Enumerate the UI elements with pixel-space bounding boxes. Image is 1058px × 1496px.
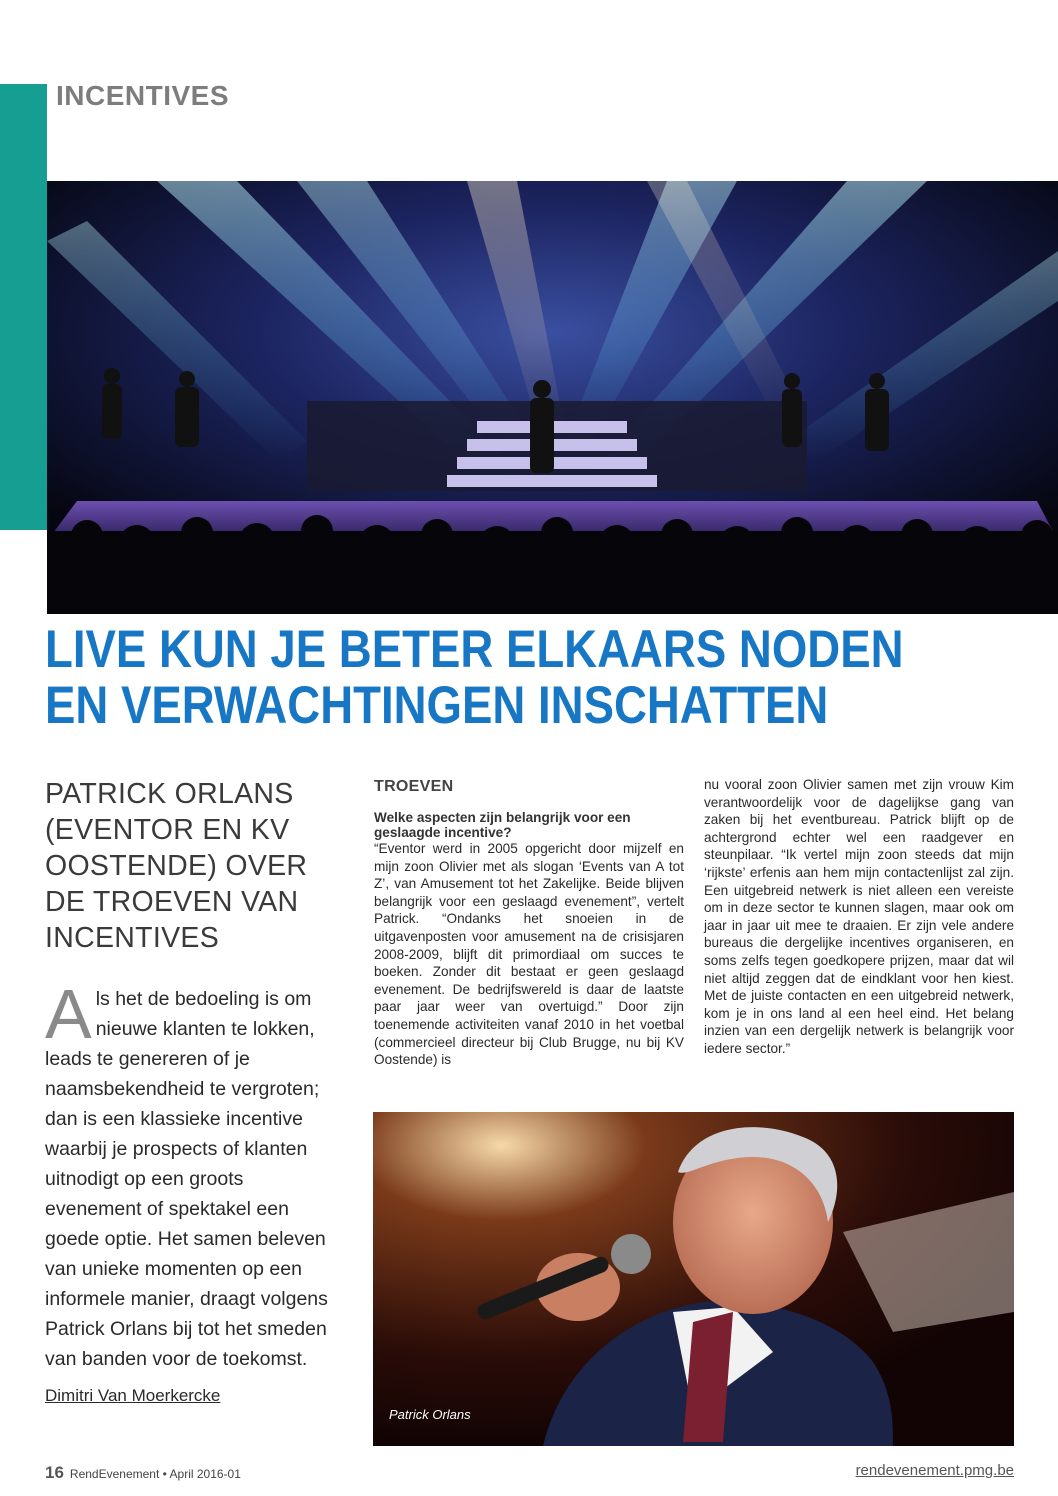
portrait-photo	[373, 1112, 1014, 1446]
section-label: INCENTIVES	[56, 80, 230, 111]
page-number: 16	[45, 1463, 64, 1482]
concert-stage-photo	[47, 181, 1058, 614]
body-column-2	[374, 778, 684, 1069]
body-column-3	[704, 776, 1014, 1058]
publication-info: RendEvenement • April 2016-01	[69, 1467, 241, 1481]
article-headline	[45, 622, 905, 734]
section-accent-bar	[0, 84, 47, 530]
headline-line-2: EN VERWACHTINGEN INSCHATTEN	[45, 676, 829, 735]
headline-line-1: LIVE KUN JE BETER ELKAARS NODEN	[45, 620, 904, 679]
lead-paragraph	[45, 975, 345, 1374]
author-byline: Dimitri Van Moerkercke	[45, 1386, 221, 1405]
interview-question: Welke aspecten zijn belangrijk voor een geslaagde incentive?	[374, 810, 631, 840]
subhead: TROEVEN	[374, 778, 454, 795]
body-text-col2: “Eventor werd in 2005 opgericht door mijzelf en mijn zoon Olivier met als slogan ‘Events van A tot Z’, van Amusement tot het Zakelijke. Beide blijven belangrijk voor een geslaagd evenement”, vertelt Patrick. “Ondanks het snoeien in de uitgavenposten voor amusement na de crisisjaren 2008-2009, blijft dit primordiaal om succes te boeken. Zonder dit bestaat er geen geslaagd evenement. De bedrijfswereld is daar de laatste paar jaar weer van overtuigd.” Door zijn toenemende activiteiten vanaf 2010 in het voetbal (commercieel directeur bij Club Brugge, nu bij KV Oostende) is	[374, 841, 684, 1068]
intro-title: PATRICK ORLANS (EVENTOR EN KV OOSTENDE) OVER DE TROEVEN VAN INCENTIVES	[45, 778, 308, 954]
lead-text: ls het de bedoeling is om nieuwe klanten te lokken, leads te genereren of je naamsbekendheid te vergroten; dan is een klassieke incentive waarbij je prospects of klanten uitnodigt op een groots evenement of spektakel een goede optie. Het samen beleven van unieke momenten op een informele manier, draagt volgens Patrick Orlans bij tot het smeden van banden voor de toekomst.	[45, 988, 328, 1370]
website-link[interactable]: rendevenement.pmg.be	[855, 1462, 1014, 1479]
photo-caption: Patrick Orlans	[389, 1407, 471, 1422]
body-text-col3: nu vooral zoon Olivier samen met zijn vrouw Kim verantwoordelijk voor de dagelijkse gang van zaken bij het eventbureau. Patrick blijft op de achtergrond echter wel een raadgever en steunpilaar. “Ik vertel mijn zoon steeds dat mijn ‘rijkste’ erfenis aan hem mijn contactenlijst zal zijn. Een uitgebreid netwerk is niet alleen een vereiste om in deze sector te kunnen slagen, maar ook om jaar in jaar uit mee te draaien. Er zijn vele andere bureaus die dergelijke incentives organiseren, en soms zelfs tegen goedkopere prijzen, maar dat wil niet altijd zeggen dat de eindklant voor hen kiest. Met de juiste contacten en een uitgebreid netwerk, kom je in ons land al een heel eind. Het belang inzien van een dergelijk netwerk is belangrijk voor iedere sector.”	[704, 777, 1014, 1056]
footer-folio	[45, 1463, 241, 1483]
drop-cap: A	[45, 975, 92, 1053]
